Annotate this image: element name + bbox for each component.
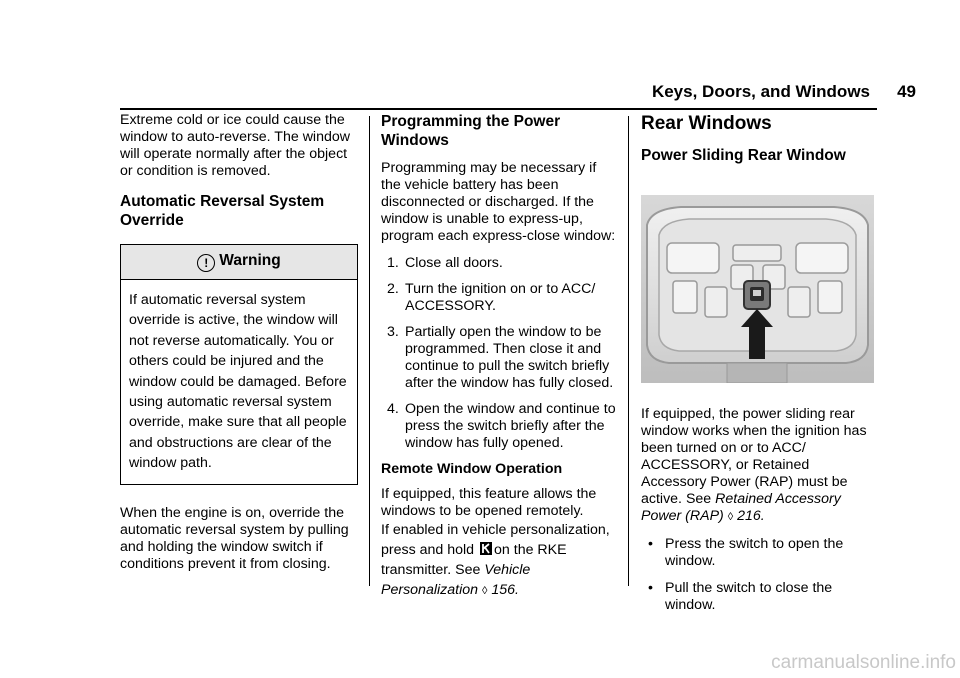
bullet-icon: • (648, 536, 653, 552)
rap-link[interactable]: Retained Accessory Power (RAP) ◊ 216. (641, 491, 841, 524)
rke-window-key-icon (480, 542, 492, 555)
switch-instructions (641, 536, 877, 614)
overhead-console-illustration (641, 195, 874, 383)
bullet-text: Pull the switch to close the window. (665, 580, 833, 613)
step-text: Turn the ignition on or to ACC/ ACCESSORY. (405, 281, 596, 314)
vehicle-personalization-link[interactable]: Vehicle Personalization ◊ 156. (381, 562, 531, 598)
bullet-icon: • (648, 580, 653, 596)
step-number: 3. (387, 324, 399, 340)
remote-heading: Remote Window Operation (381, 461, 563, 477)
list-item (641, 536, 877, 570)
programming-steps (381, 255, 617, 452)
remote-text-a: If enabled in vehicle personalization, press and hold (381, 522, 610, 558)
list-item (381, 401, 617, 452)
page-number: 49 (897, 82, 916, 101)
warning-body: If automatic reversal system override is active, the window will not reverse automatically. You or others could be injured and the window could be damaged. Before using automatic reversal system override, make sure that all people and obstructions are clear of the window path. (129, 292, 347, 472)
list-item (641, 580, 877, 614)
header-rule (120, 108, 877, 110)
step-text: Close all doors. (405, 255, 503, 271)
column-left (120, 112, 358, 583)
list-item (381, 281, 617, 315)
ref-arrow-icon: ◊ (481, 585, 488, 597)
section-heading-rear-windows: Rear Windows (641, 113, 772, 134)
column-divider-1 (369, 116, 370, 586)
sliding-window-paragraph (641, 406, 877, 526)
warning-exclamation-icon: ! (197, 254, 215, 272)
sliding-text: If equipped, the power sliding rear window works when the ignition has been turned on or to ACC/ ACCESSORY, or Retained Accessory Power (RAP) must be active. See (641, 406, 867, 507)
warning-header (121, 245, 357, 280)
programming-intro: Programming may be necessary if the vehicle battery has been disconnected or discharged. If the window is unable to express-up, program each express-close window: (381, 160, 616, 244)
column-divider-2 (628, 116, 629, 586)
bullet-text: Press the switch to open the window. (665, 536, 844, 569)
step-number: 2. (387, 281, 399, 297)
step-text: Open the window and continue to press the switch briefly after the window has fully opened. (405, 401, 616, 451)
subheading-sliding-window: Power Sliding Rear Window (641, 147, 846, 164)
watermark: carmanualsonline.info (771, 652, 956, 673)
warning-title: Warning (219, 252, 281, 269)
remote-paragraph-1: If equipped, this feature allows the windows to be opened remotely. (381, 486, 597, 519)
list-item (381, 255, 617, 272)
remote-paragraph-2 (381, 520, 617, 601)
step-text: Partially open the window to be programmed. Then close it and continue to pull the switch briefly after the window has fully closed. (405, 324, 614, 391)
column-right (641, 112, 877, 624)
intro-paragraph: Extreme cold or ice could cause the window to auto-reverse. The window will operate normally after the object or condition is removed. (120, 112, 351, 179)
section-heading-override: Automatic Reversal System Override (120, 193, 325, 229)
list-item (381, 324, 617, 392)
section-heading-programming: Programming the Power Windows (381, 113, 561, 149)
step-number: 1. (387, 255, 399, 271)
step-number: 4. (387, 401, 399, 417)
warning-box (120, 244, 358, 485)
override-paragraph: When the engine is on, override the automatic reversal system by pulling and holding the window switch if conditions prevent it from closing. (120, 504, 349, 572)
header-title: Keys, Doors, and Windows (651, 82, 870, 101)
remote-text-b: on the RKE transmitter. See (381, 542, 567, 578)
ref-arrow-icon: ◊ (727, 511, 734, 523)
column-middle (381, 112, 617, 611)
